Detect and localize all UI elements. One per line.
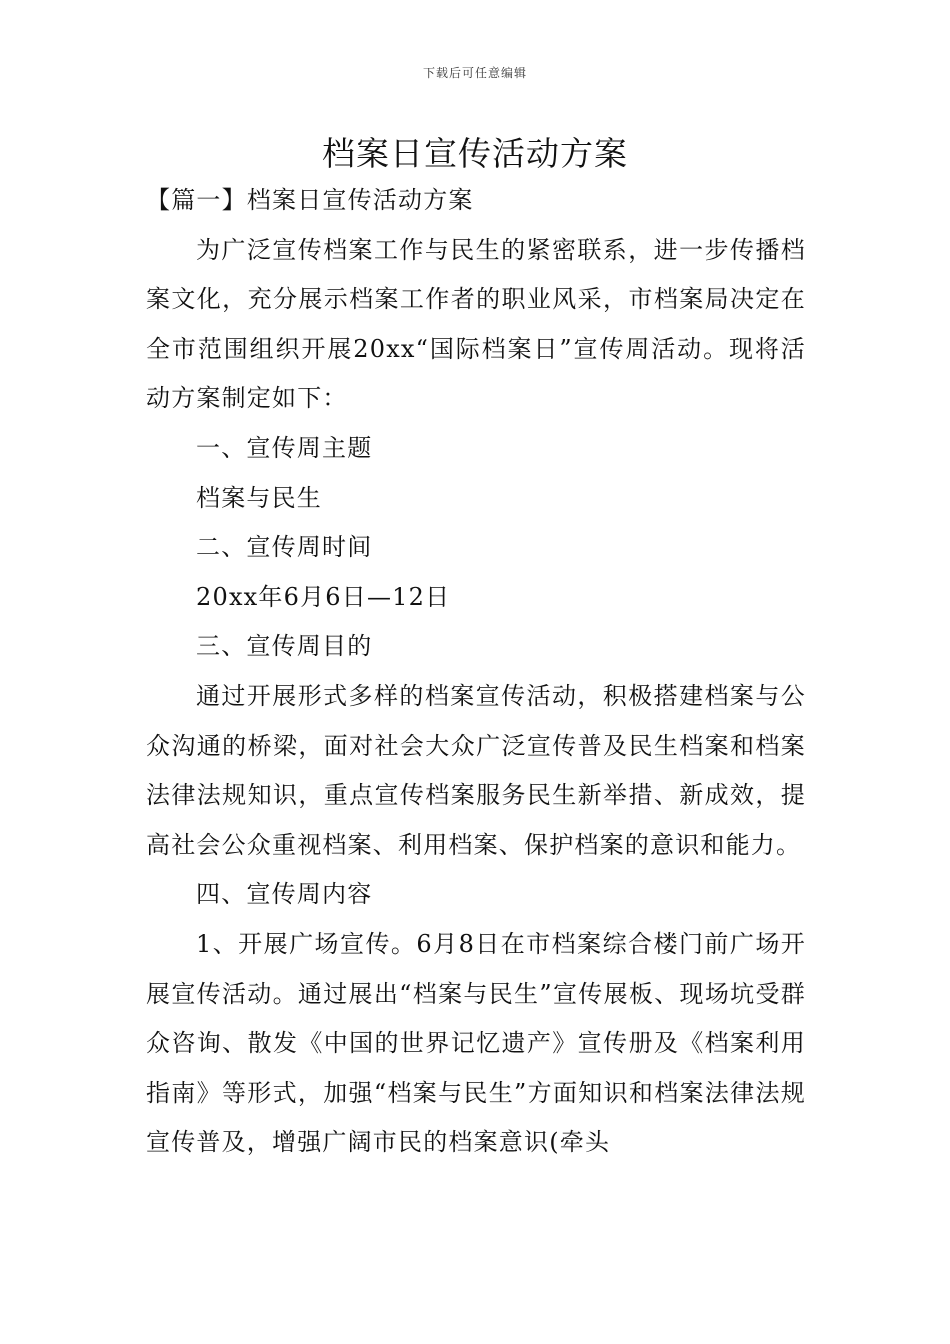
paragraph-theme: 档案与民生 xyxy=(196,483,322,512)
heading-time: 二、宣传周时间 xyxy=(196,533,373,562)
paragraph-content-item-1: 1、开展广场宣传。6月8日在市档案综合楼门前广场开展宣传活动。通过展出“档案与民生”宣传展板、现场坑受群众咨询、散发《中国的世界记忆遗产》宣传册及《档案利用指南》等形式，加强“档案与民生”方面知识和档案法律法规宣传普及，增强广阔市民的档案意识(牵头 xyxy=(146,929,806,1157)
heading-content: 四、宣传周内容 xyxy=(196,880,373,909)
page-header-note: 下载后可任意编辑 xyxy=(422,66,527,80)
paragraph-purpose: 通过开展形式多样的档案宣传活动，积极搭建档案与公众沟通的桥梁，面对社会大众广泛宣传普及民生档案和档案法律法规知识，重点宣传档案服务民生新举措、新成效，提高社会公众重视档案、利用档案、保护档案的意识和能力。 xyxy=(146,681,806,859)
heading-theme: 一、宣传周主题 xyxy=(196,433,373,462)
document-title: 档案日宣传活动方案 xyxy=(322,134,628,173)
paragraph-time: 20xx年6月6日—12日 xyxy=(196,582,451,611)
section-heading-part-one: 【篇一】档案日宣传活动方案 xyxy=(146,186,474,214)
paragraph-intro: 为广泛宣传档案工作与民生的紧密联系，进一步传播档案文化，充分展示档案工作者的职业风采，市档案局决定在全市范围组织开展20xx“国际档案日”宣传周活动。现将活动方案制定如下： xyxy=(146,235,806,413)
document-body xyxy=(146,176,806,1168)
heading-purpose: 三、宣传周目的 xyxy=(196,632,373,661)
